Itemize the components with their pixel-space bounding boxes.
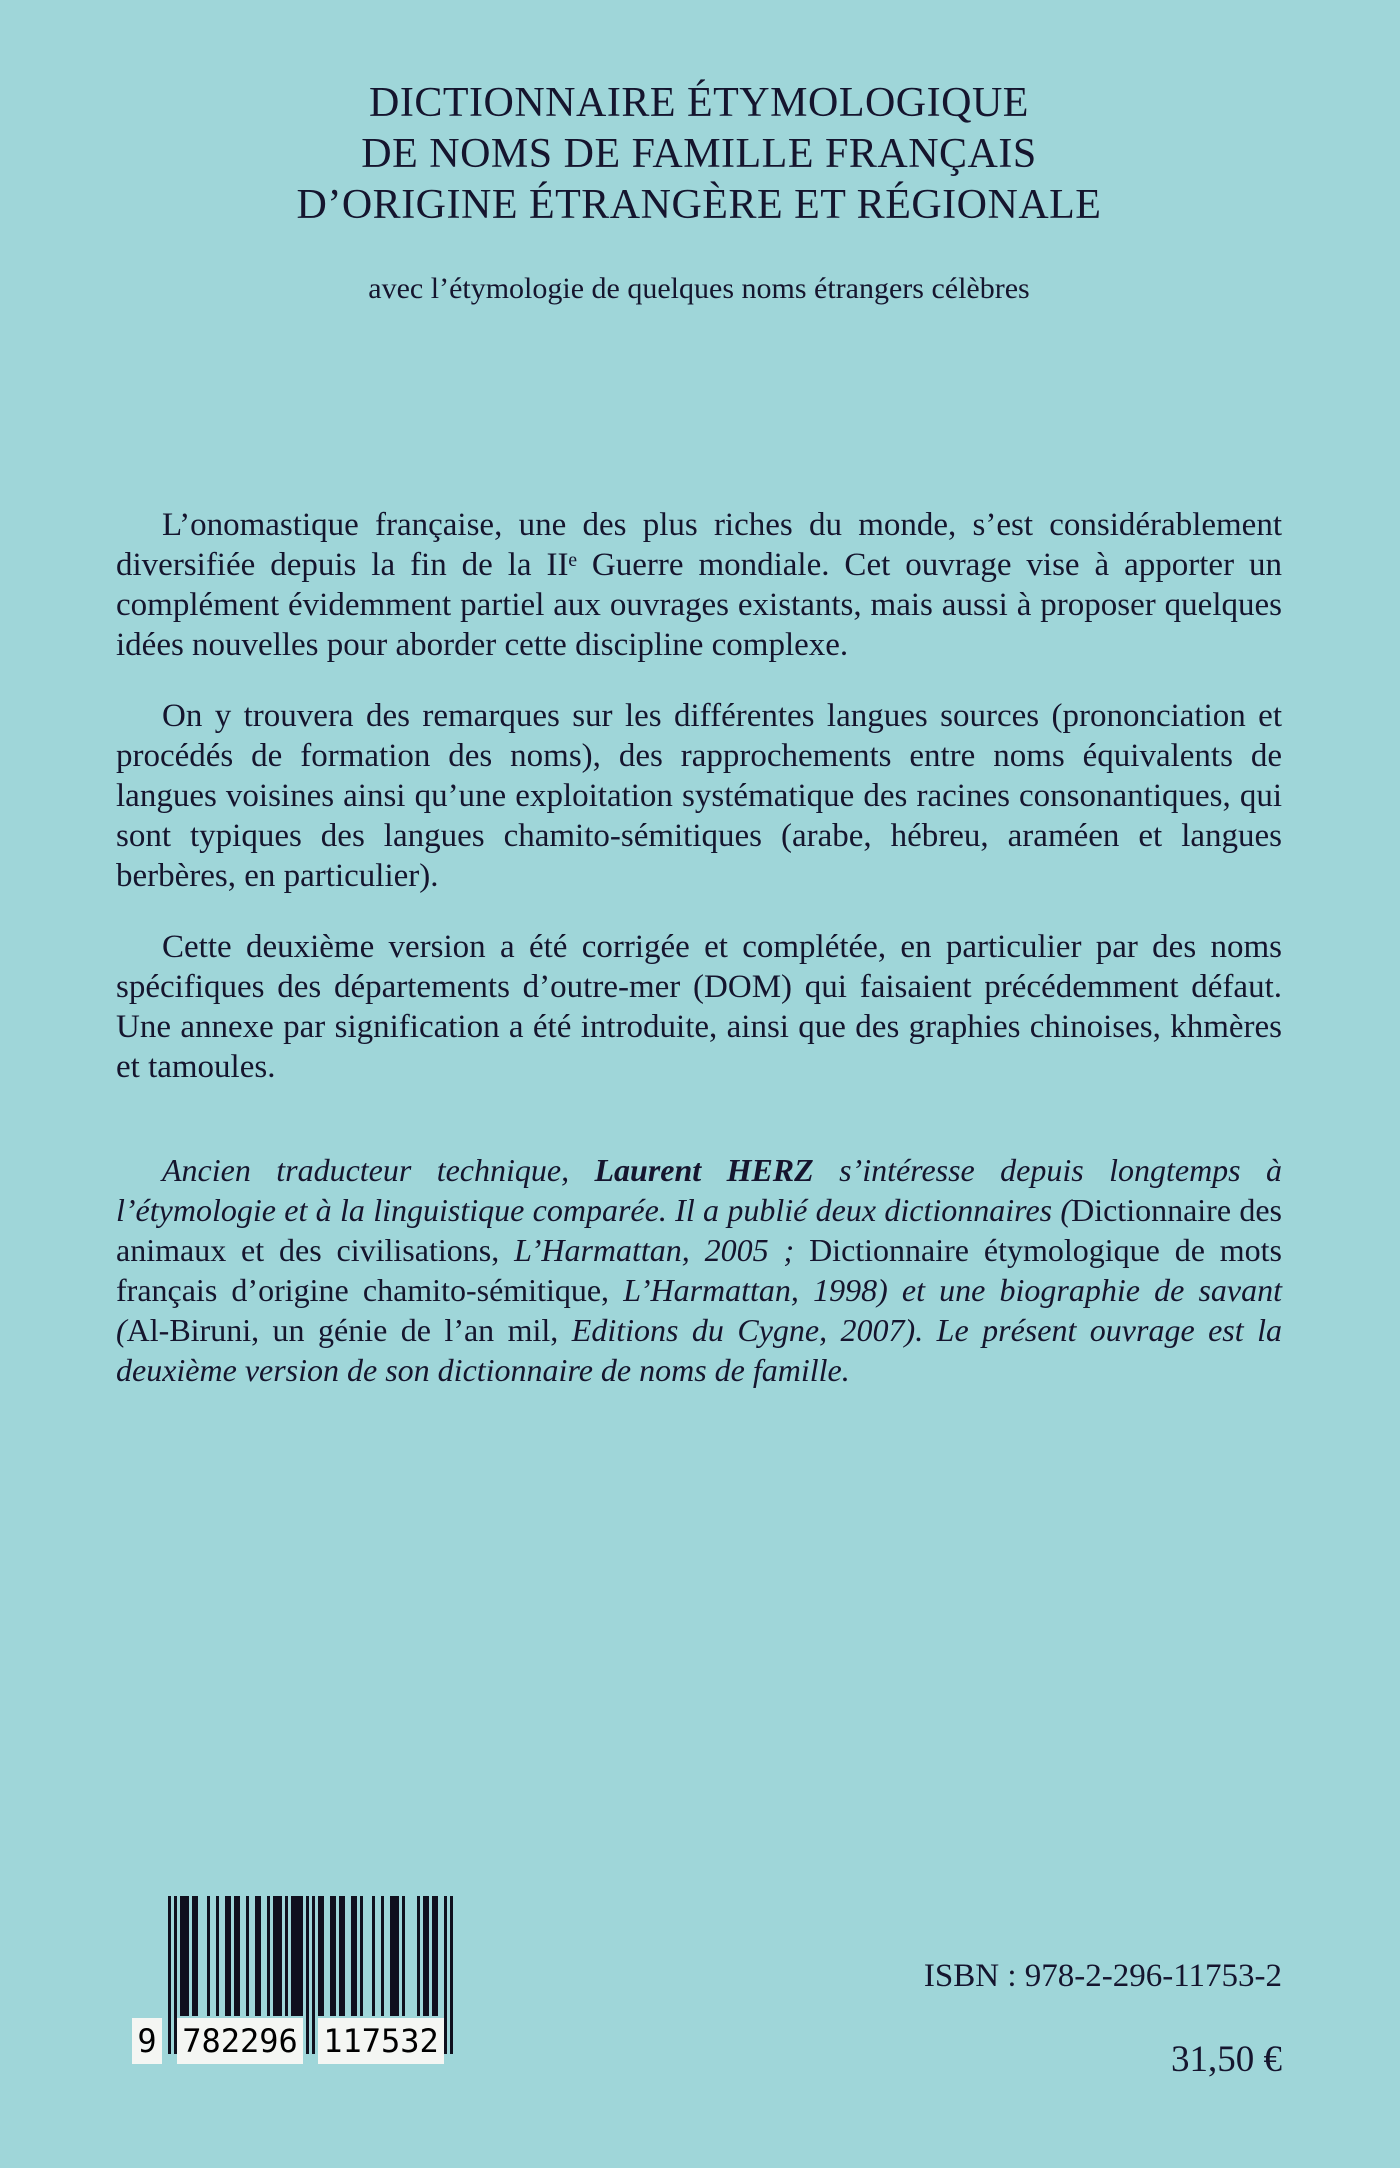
- bio-segment: Dictionnaire des animaux et des civilisations,: [116, 1192, 1283, 1268]
- barcode-bar: [354, 1896, 357, 2016]
- barcode-bar: [426, 1896, 429, 2016]
- bio-segment: L’Harmattan, 1998) et une biographie de savant (: [116, 1272, 1283, 1348]
- barcode-bar: [237, 1896, 240, 2016]
- description-paragraphs: [116, 505, 1282, 1118]
- price-text: 31,50 €: [1171, 2039, 1282, 2080]
- title-line: DE NOMS DE FAMILLE FRANÇAIS: [361, 131, 1037, 177]
- barcode-bar: [216, 1896, 219, 2016]
- barcode-bar: [333, 1896, 336, 2016]
- bio-segment: Editions du Cygne, 2007). Le présent ouvrage est la deuxième version de son dictionnaire de noms de famille.: [116, 1312, 1283, 1388]
- isbn-text: ISBN : 978-2-296-11753-2: [923, 1958, 1282, 1994]
- title-line: D’ORIGINE ÉTRANGÈRE ET RÉGIONALE: [296, 182, 1102, 228]
- book-subtitle: avec l’étymologie de quelques noms étrangers célèbres: [368, 272, 1030, 305]
- body-paragraph: On y trouvera des remarques sur les différentes langues sources (prononciation et procédés de formation des noms), des rapprochements entre noms équivalents de langues voisines ainsi qu’une exploitation systématique des racines consonantiques, qui sont typiques des langues chamito-sémitiques (arabe, hébreu, araméen et langues berbères, en particulier).: [116, 698, 1282, 894]
- barcode-bar: [306, 1896, 309, 2054]
- barcode-bar: [279, 1896, 282, 2016]
- barcode-bar: [246, 1896, 249, 2016]
- bio-segment: Al-Biruni, un génie de l’an mil,: [126, 1312, 572, 1348]
- barcode-bar: [402, 1896, 405, 2016]
- barcode-bar: [435, 1896, 438, 2016]
- bio-segment: L’Harmattan, 2005 ;: [514, 1232, 810, 1268]
- barcode-bar: [186, 1896, 189, 2016]
- barcode-bar: [168, 1896, 171, 2054]
- bio-segment: Laurent HERZ: [594, 1152, 814, 1188]
- body-paragraph: Cette deuxième version a été corrigée et complétée, en particulier par des noms spécifiques des départements d’outre-mer (DOM) qui faisaient précédemment défaut. Une annexe par signification a été introduite, ainsi que des graphies chinoises, khmères et tamoules.: [116, 929, 1282, 1085]
- barcode-bar: [228, 1896, 231, 2016]
- barcode-bar: [450, 1896, 453, 2054]
- barcode-bar: [396, 1896, 399, 2016]
- author-bio: [116, 1150, 1282, 1390]
- bio-segment: Dictionnaire étymologique de mots français d’origine chamito-sémitique,: [116, 1232, 1283, 1308]
- bio-segment: s’intéresse depuis longtemps à l’étymologie et à la linguistique comparée. Il a publié deux dictionnaires (: [116, 1152, 1283, 1228]
- barcode-bar: [267, 1896, 270, 2016]
- barcode-bar: [360, 1896, 363, 2016]
- barcode-bar: [258, 1896, 261, 2016]
- barcode-bar: [285, 1896, 288, 2016]
- body-paragraph: L’onomastique française, une des plus riches du monde, s’est considérablement diversifiée depuis la fin de la IIᵉ Guerre mondiale. Cet ouvrage vise à apporter un complément évidemment partiel aux ouvrages existants, mais aussi à proposer quelques idées nouvelles pour aborder cette discipline complexe.: [116, 507, 1282, 663]
- bio-segment: Ancien traducteur technique,: [162, 1152, 595, 1188]
- barcode-bar: [444, 1896, 447, 2054]
- barcode-bar: [372, 1896, 375, 2016]
- book-title: [116, 78, 1282, 231]
- barcode-bar: [417, 1896, 420, 2016]
- barcode-bar: [321, 1896, 324, 2016]
- barcode-digit-group: 782296: [177, 2018, 303, 2064]
- barcode-bar: [342, 1896, 345, 2016]
- barcode-digit-group: 9: [132, 2018, 162, 2064]
- barcode-bar: [312, 1896, 315, 2054]
- title-line: DICTIONNAIRE ÉTYMOLOGIQUE: [369, 80, 1029, 126]
- barcode-bar: [300, 1896, 303, 2016]
- barcode-bar: [207, 1896, 210, 2016]
- barcode-bar: [381, 1896, 384, 2016]
- barcode-digit-group: 117532: [318, 2018, 444, 2064]
- ean13-barcode: [137, 1896, 453, 2066]
- barcode-bar: [195, 1896, 198, 2016]
